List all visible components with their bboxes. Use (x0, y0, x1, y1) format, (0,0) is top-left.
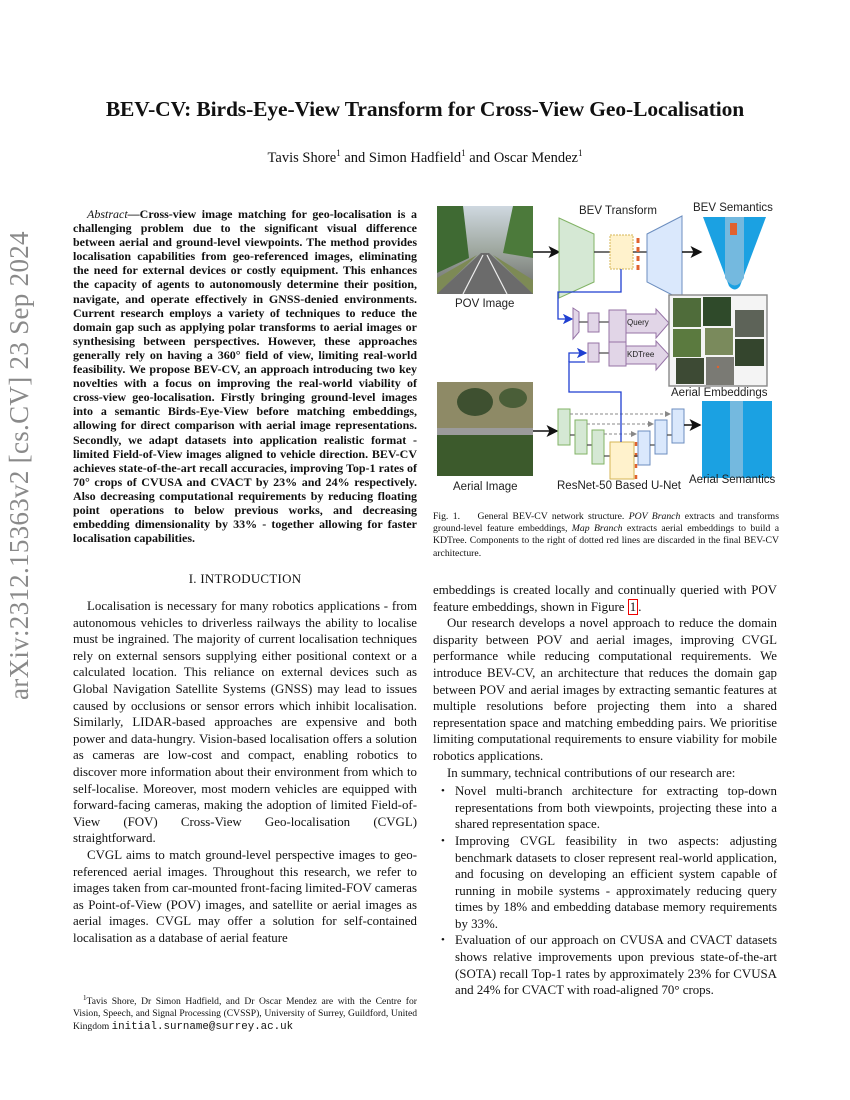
right-column-body (433, 582, 777, 999)
label-aerial-embeddings: Aerial Embeddings (671, 387, 768, 399)
author-list (0, 148, 850, 167)
label-bev-semantics: BEV Semantics (693, 202, 773, 214)
abstract-dash: — (127, 207, 140, 221)
figure-1 (433, 198, 783, 498)
aerial-embeddings-grid (669, 295, 767, 386)
affiliation-mark: 1 (336, 148, 341, 158)
list-item: • Novel multi-branch architecture for extracting top-down representations from both viewpoints, projecting these into a shared representation space. (455, 783, 777, 833)
abstract-label: Abstract (87, 207, 128, 221)
affiliation-mark: 1 (461, 148, 466, 158)
paragraph: Localisation is necessary for many robotics applications - from autonomous vehicles to driverless railways the ability to localise must be ingrained. The majority of current localisation techniques rely on external sensors supplying either positional context or a calculated location. This reliance on external devices such as Global Navigation Satellite Systems (GNSS) may lead to issues caused by occlusions or sensor errors which inhibit localisation. Similarly, LIDAR-based approaches are expensive and both power and data-hungry. Vision-based localisation offers a solution as cameras are low-cost and compact, enabling robotics to discover more information about their environment from which to self-localise. Moreover, most modern vehicles are equipped with forward-facing cameras, making the adoption of limited Field-of-View (FOV) Cross-View Geo-localisation (CVGL) straightforward. (73, 599, 417, 846)
caption-text: General BEV-CV network structure. (477, 511, 629, 522)
paragraph-text: . (638, 599, 642, 614)
author-name: Oscar Mendez (493, 150, 578, 166)
author-separator: and (340, 150, 369, 166)
footnote (73, 992, 417, 1033)
summary-intro: In summary, technical contributions of our research are: (447, 765, 736, 780)
list-item: • Improving CVGL feasibility in two aspects: adjusting benchmark datasets to closer represent real-world application, and focusing on developing an efficient system capable of running in mobile systems - approximately reducing query times by 18% and embedding database memory requirements by 33%. (455, 833, 777, 933)
aerial-image-thumbnail (437, 382, 533, 476)
author-name: Tavis Shore (267, 150, 337, 166)
caption-prefix: Fig. 1. (433, 511, 460, 522)
section-heading-introduction: I. INTRODUCTION (188, 572, 302, 586)
label-aerial-image: Aerial Image (453, 481, 518, 493)
figure-caption (433, 511, 779, 560)
network-diagram (433, 198, 783, 498)
label-kdtree: KDTree (627, 350, 655, 359)
paragraph-text: embeddings is created locally and continually queried with POV feature embeddings, shown in Figure (433, 583, 777, 614)
list-item: • Evaluation of our approach on CVUSA and CVACT datasets shows relative improvements upon previous state-of-the-art (SOTA) recall Top-1 rates by approximately 23% for CVUSA and 24% for CVACT with road-aligned 70° crops. (455, 932, 777, 998)
paragraph: Our research develops a novel approach to reduce the domain disparity between POV and aerial images, improving CVGL performance while reducing computational requirements. We introduce BEV-CV, an architecture that reduces the domain gap between POV and aerial images by extracting semantic features at multiple resolutions before projecting them into a shared representation space and matching embedding pairs. We prioritise limiting computational requirements to ensure viability for mobile robotics applications. (433, 616, 777, 763)
footnote-text: Tavis Shore, Dr Simon Hadfield, and Dr Oscar Mendez are with the Centre for Vision, Speech, and Signal Processing (CVSSP), University of Surrey, Guildford, United Kingdom (73, 996, 417, 1032)
affiliation-mark: 1 (577, 148, 583, 158)
caption-text: extracts aerial embeddings to build a KDTree. Components to the right of dotted red lines are discarded in the final BEV-CV architecture. (433, 523, 779, 559)
pov-image-thumbnail (437, 206, 533, 294)
abstract (73, 207, 417, 545)
arxiv-stamp: arXiv:2312.15363v2 [cs.CV] 23 Sep 2024 (4, 231, 34, 700)
author-name: Simon Hadfield (368, 150, 462, 166)
footnote-email[interactable]: initial.surname@surrey.ac.uk (111, 1020, 294, 1033)
label-bev-transform: BEV Transform (579, 205, 657, 217)
caption-emphasis: Map Branch (571, 523, 623, 535)
abstract-text: Cross-view image matching for geo-localisation is a challenging problem due to the significant visual difference between aerial and ground-level viewpoints. The method provides localisation capabilities from geo-referenced images, eliminating the need for external devices or costly equipment. This enhances the capacity of agents to autonomously determine their position, navigate, and operate effectively in GNSS-denied environments. Current research employs a variety of techniques to reduce the domain gap such as applying polar transforms to aerial images or synthesising between perspectives. However, these approaches generally rely on having a 360° field of view, limiting real-world feasibility. We propose BEV-CV, an approach introducing two key novelties with a focus on improving the real-world viability of cross-view geo-localisation. Firstly bringing ground-level images into a semantic Birds-Eye-View before matching embeddings, allowing for direct comparison with aerial image representations. Secondly, we adapt datasets into application realistic format - limited Field-of-View images aligned to vehicle direction. BEV-CV achieves state-of-the-art recall accuracies, improving Top-1 rates of 70° crops of CVUSA and CVACT by 23% and 24% respectively. Also decreasing computational requirements by reducing floating point operations to below previous works, and decreasing embedding dimensionality by 33% - together allowing for faster localisation capabilities. (73, 207, 417, 546)
introduction-body (73, 598, 417, 946)
caption-text: extracts and transforms ground-level feature embeddings, (433, 511, 779, 535)
author-separator: and (465, 150, 494, 166)
paragraph (433, 582, 777, 615)
paper-title: BEV-CV: Birds-Eye-View Transform for Cross-View Geo-Localisation (105, 97, 745, 121)
label-aerial-semantics: Aerial Semantics (689, 474, 776, 486)
figure-link[interactable]: 1 (629, 599, 637, 614)
label-query: Query (627, 318, 649, 327)
contributions-list (433, 783, 777, 999)
caption-emphasis: POV Branch (628, 511, 681, 522)
label-pov-image: POV Image (455, 298, 515, 310)
paragraph: CVGL aims to match ground-level perspective images to geo-referenced aerial images. Throughout this research, we refer to images taken from car-mounted front-facing limited-FOV cameras as Point-of-View (POV) images, and satellite or aerial images as aerial images. CVGL may offer a solution for self-contained localisation as a database of aerial feature (73, 847, 417, 945)
footnote-mark: 1 (83, 994, 87, 1002)
label-unet: ResNet-50 Based U-Net (557, 480, 681, 492)
